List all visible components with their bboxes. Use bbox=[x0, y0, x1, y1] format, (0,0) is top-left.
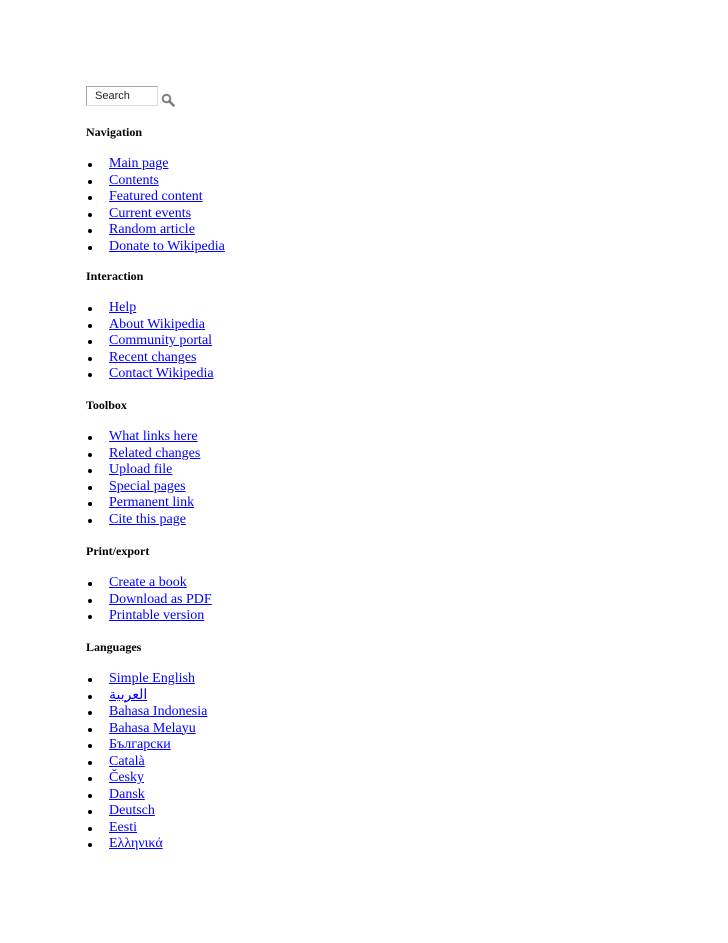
link-download-as-pdf[interactable]: Download as PDF bbox=[109, 591, 212, 607]
list-item bbox=[86, 671, 207, 688]
link-related-changes[interactable]: Related changes bbox=[109, 445, 201, 461]
list-item bbox=[86, 156, 225, 173]
link-random-article[interactable]: Random article bbox=[109, 222, 195, 237]
list-item bbox=[86, 737, 207, 754]
link-what-links-here[interactable]: What links here bbox=[109, 429, 198, 444]
link-contact-wikipedia[interactable]: Contact Wikipedia bbox=[109, 366, 214, 381]
search-bar bbox=[86, 86, 176, 108]
list-item bbox=[86, 239, 225, 256]
link-lang-catala[interactable]: Català bbox=[109, 753, 145, 769]
list-item bbox=[86, 173, 225, 190]
languages-list bbox=[86, 671, 207, 853]
link-featured-content[interactable]: Featured content bbox=[109, 189, 203, 204]
portal-languages bbox=[86, 640, 207, 853]
link-lang-bahasa-indonesia[interactable]: Bahasa Indonesia bbox=[109, 704, 208, 719]
link-recent-changes[interactable]: Recent changes bbox=[109, 349, 197, 365]
portal-interaction bbox=[86, 269, 214, 383]
list-item bbox=[86, 592, 212, 609]
list-item bbox=[86, 429, 200, 446]
link-about-wikipedia[interactable]: About Wikipedia bbox=[109, 316, 205, 332]
search-input[interactable] bbox=[86, 86, 158, 106]
link-lang-cesky[interactable]: Česky bbox=[109, 770, 144, 785]
link-help[interactable]: Help bbox=[109, 300, 137, 315]
link-lang-simple-english[interactable]: Simple English bbox=[109, 671, 195, 686]
search-button[interactable] bbox=[160, 93, 176, 109]
list-item bbox=[86, 446, 200, 463]
print-export-list bbox=[86, 575, 212, 625]
portal-heading-toolbox: Toolbox bbox=[86, 398, 127, 412]
list-item bbox=[86, 479, 200, 496]
list-item bbox=[86, 754, 207, 771]
link-lang-greek[interactable]: Ελληνικά bbox=[109, 836, 163, 851]
list-item bbox=[86, 721, 207, 738]
list-item bbox=[86, 300, 214, 317]
link-printable-version[interactable]: Printable version bbox=[109, 608, 205, 623]
list-item bbox=[86, 206, 225, 223]
list-item bbox=[86, 495, 200, 512]
link-current-events[interactable]: Current events bbox=[109, 205, 192, 221]
list-item bbox=[86, 770, 207, 787]
portal-heading-languages: Languages bbox=[86, 640, 142, 654]
list-item bbox=[86, 317, 214, 334]
list-item bbox=[86, 803, 207, 820]
list-item bbox=[86, 704, 207, 721]
link-lang-dansk[interactable]: Dansk bbox=[109, 786, 145, 802]
list-item bbox=[86, 512, 200, 529]
list-item bbox=[86, 688, 207, 705]
toolbox-list bbox=[86, 429, 200, 528]
magnifier-icon bbox=[161, 93, 175, 107]
portal-heading-interaction: Interaction bbox=[86, 269, 144, 283]
list-item bbox=[86, 222, 225, 239]
portal-print-export bbox=[86, 544, 212, 625]
portal-heading-navigation: Navigation bbox=[86, 125, 143, 139]
list-item bbox=[86, 820, 207, 837]
link-special-pages[interactable]: Special pages bbox=[109, 478, 186, 494]
link-community-portal[interactable]: Community portal bbox=[109, 333, 213, 348]
link-permanent-link[interactable]: Permanent link bbox=[109, 495, 195, 510]
list-item bbox=[86, 608, 212, 625]
link-lang-deutsch[interactable]: Deutsch bbox=[109, 803, 155, 818]
portal-navigation bbox=[86, 125, 225, 255]
link-donate[interactable]: Donate to Wikipedia bbox=[109, 238, 225, 254]
list-item bbox=[86, 575, 212, 592]
link-lang-arabic[interactable]: العربية bbox=[109, 687, 148, 703]
link-lang-bahasa-melayu[interactable]: Bahasa Melayu bbox=[109, 720, 196, 736]
interaction-list bbox=[86, 300, 214, 383]
list-item bbox=[86, 333, 214, 350]
link-lang-bulgarian[interactable]: Български bbox=[109, 737, 171, 752]
list-item bbox=[86, 836, 207, 853]
portal-heading-print-export: Print/export bbox=[86, 544, 150, 558]
link-upload-file[interactable]: Upload file bbox=[109, 462, 173, 477]
link-main-page[interactable]: Main page bbox=[109, 156, 169, 171]
link-create-a-book[interactable]: Create a book bbox=[109, 575, 187, 590]
link-contents[interactable]: Contents bbox=[109, 172, 159, 188]
list-item bbox=[86, 189, 225, 206]
list-item bbox=[86, 366, 214, 383]
link-lang-eesti[interactable]: Eesti bbox=[109, 819, 137, 835]
list-item bbox=[86, 462, 200, 479]
list-item bbox=[86, 350, 214, 367]
nav-list bbox=[86, 156, 225, 255]
portal-toolbox bbox=[86, 398, 200, 528]
list-item bbox=[86, 787, 207, 804]
link-cite-this-page[interactable]: Cite this page bbox=[109, 511, 186, 527]
